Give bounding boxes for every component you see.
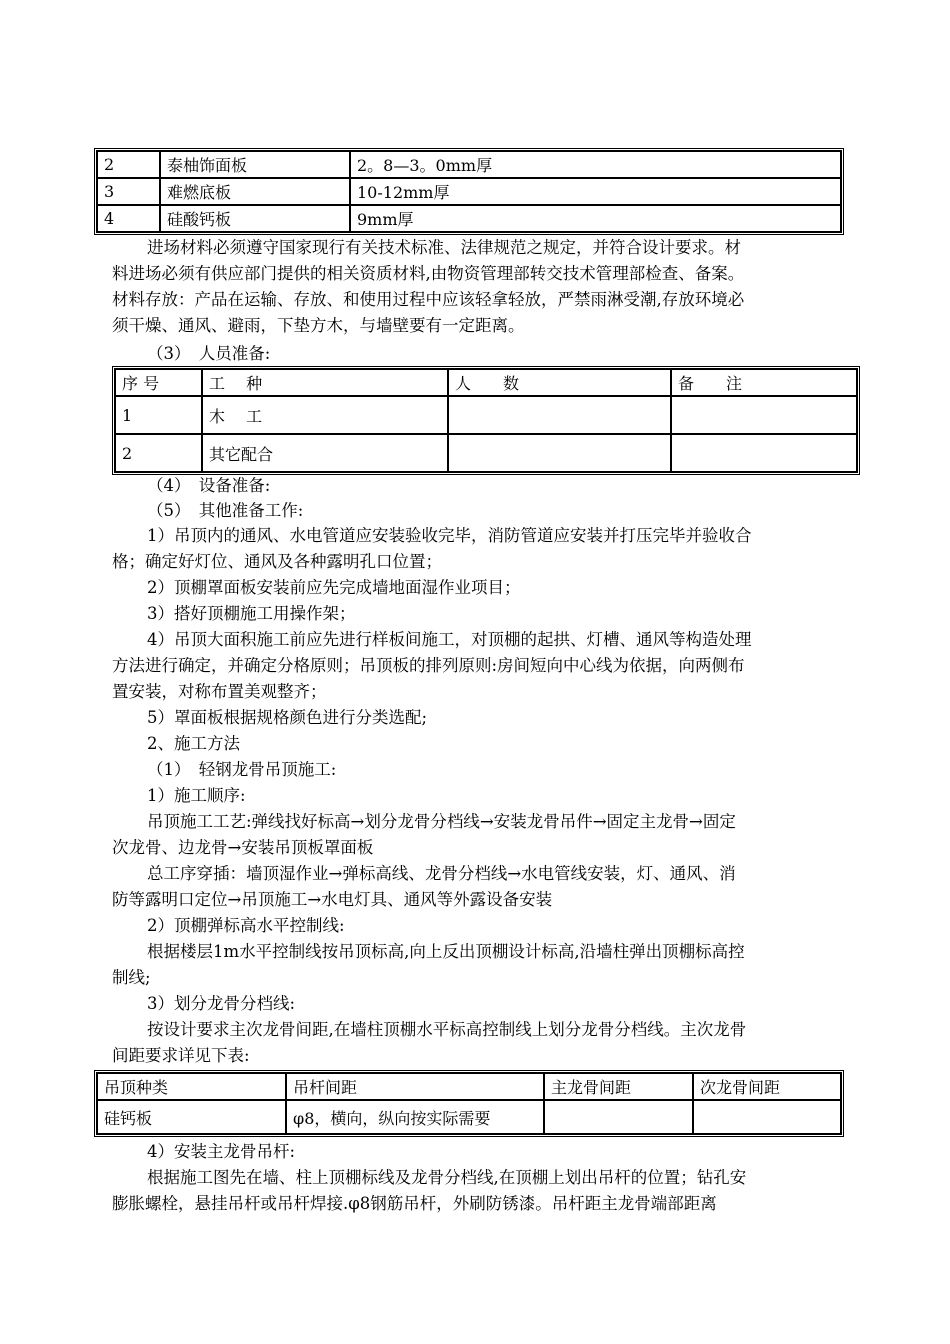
level-heading: 2）顶棚弹标高水平控制线: — [147, 916, 345, 935]
cell-type: 硅钙板 — [97, 1100, 286, 1134]
prep-item-4-cont: 方法进行确定，并确定分格原则；吊顶板的排列原则:房间短向中心线为依据，向两侧布 — [112, 656, 745, 675]
header-cell: 吊顶种类 — [97, 1073, 286, 1100]
prep-item-1: 1）吊顶内的通风、水电管道应安装验收完毕，消防管道应安装并打压完毕并验收合 — [147, 526, 752, 545]
cell-spec: 2。8—3。0mm厚 — [350, 151, 841, 178]
table-row — [97, 1100, 841, 1134]
cell-no: 3 — [97, 178, 160, 205]
keel-heading: （1） 轻钢龙骨吊顶施工: — [147, 760, 337, 779]
cell-no: 2 — [97, 151, 160, 178]
cell-name: 硅酸钙板 — [160, 205, 350, 232]
cell-note — [671, 434, 857, 472]
prep-item-1-cont: 格；确定好灯位、通风及各种露明孔口位置； — [112, 552, 442, 571]
table-row — [97, 205, 841, 232]
header-cell: 人 数 — [448, 369, 671, 396]
table-row — [97, 151, 841, 178]
order-heading: 1）施工顺序: — [147, 786, 246, 805]
cell-no: 4 — [97, 205, 160, 232]
cell-main — [544, 1100, 693, 1134]
paragraph-line: 须干燥、通风、避雨，下垫方木，与墙壁要有一定距离。 — [112, 316, 525, 335]
method-heading: 2、施工方法 — [147, 734, 240, 753]
header-cell: 工 种 — [202, 369, 448, 396]
prep-item-4: 4）吊顶大面积施工前应先进行样板间施工，对顶棚的起拱、灯槽、通风等构造处理 — [147, 630, 752, 649]
process-line: 总工序穿插：墙顶湿作业→弹标高线、龙骨分档线→水电管线安装，灯、通风、消 — [147, 864, 736, 883]
staff-heading: （3） 人员准备: — [147, 344, 271, 363]
cell-sub — [693, 1100, 841, 1134]
paragraph-line: 进场材料必须遵守国家现行有关技术标准、法律规范之规定，并符合设计要求。材 — [147, 238, 741, 257]
paragraph-line: 膨胀螺栓，悬挂吊杆或吊杆焊接.φ8钢筋吊杆，外刷防锈漆。吊杆距主龙骨端部距离 — [112, 1194, 717, 1213]
prep-item-5: 5）罩面板根据规格颜色进行分类选配; — [147, 708, 428, 727]
table-header-row — [115, 369, 857, 396]
header-cell: 备 注 — [671, 369, 857, 396]
paragraph-line: 间距要求详见下表: — [112, 1046, 250, 1065]
header-cell: 吊杆间距 — [286, 1073, 544, 1100]
equipment-heading: （4） 设备准备: — [147, 476, 271, 495]
cell-no: 2 — [115, 434, 202, 472]
cell-spec: 9mm厚 — [350, 205, 841, 232]
install-heading: 4）安装主龙骨吊杆: — [147, 1142, 296, 1161]
prep-item-4-cont: 置安装，对称布置美观整齐； — [112, 682, 327, 701]
cell-note — [671, 396, 857, 434]
cell-count — [448, 396, 671, 434]
table-row — [97, 178, 841, 205]
cell-name: 难燃底板 — [160, 178, 350, 205]
cell-no: 1 — [115, 396, 202, 434]
process-line: 防等露明口定位→吊顶施工→水电灯具、通风等外露设备安装 — [112, 890, 553, 909]
process-line: 吊顶施工工艺:弹线找好标高→划分龙骨分档线→安装龙骨吊件→固定主龙骨→固定 — [147, 812, 736, 831]
cell-name: 泰柚饰面板 — [160, 151, 350, 178]
paragraph-line: 材料存放：产品在运输、存放、和使用过程中应该轻拿轻放，严禁雨淋受潮,存放环境必 — [112, 290, 745, 309]
paragraph-line: 料进场必须有供应部门提供的相关资质材料,由物资管理部转交技术管理部检查、备案。 — [112, 264, 745, 283]
paragraph-line: 根据楼层1m水平控制线按吊顶标高,向上反出顶棚设计标高,沿墙柱弹出顶棚标高控 — [147, 942, 745, 961]
materials-table — [94, 148, 844, 235]
cell-count — [448, 434, 671, 472]
paragraph-line: 根据施工图先在墙、柱上顶棚标线及龙骨分档线,在顶棚上划出吊杆的位置；钻孔安 — [147, 1168, 747, 1187]
header-cell: 序 号 — [115, 369, 202, 396]
header-cell: 主龙骨间距 — [544, 1073, 693, 1100]
process-line: 次龙骨、边龙骨→安装吊顶板罩面板 — [112, 838, 374, 857]
header-cell: 次龙骨间距 — [693, 1073, 841, 1100]
cell-rod: φ8，横向，纵向按实际需要 — [286, 1100, 544, 1134]
table-row — [115, 434, 857, 472]
cell-type: 其它配合 — [202, 434, 448, 472]
prep-item-2: 2）顶棚罩面板安装前应先完成墙地面湿作业项目； — [147, 578, 521, 597]
spacing-table — [94, 1070, 844, 1137]
table-header-row — [97, 1073, 841, 1100]
other-heading: （5） 其他准备工作: — [147, 501, 304, 520]
staff-table — [112, 366, 860, 475]
paragraph-line: 按设计要求主次龙骨间距,在墙柱顶棚水平标高控制线上划分龙骨分档线。主次龙骨 — [147, 1020, 747, 1039]
cell-type: 木 工 — [202, 396, 448, 434]
divide-heading: 3）划分龙骨分档线: — [147, 994, 296, 1013]
table-row — [115, 396, 857, 434]
cell-spec: 10-12mm厚 — [350, 178, 841, 205]
prep-item-3: 3）搭好顶棚施工用操作架； — [147, 604, 356, 623]
paragraph-line: 制线; — [112, 968, 151, 987]
